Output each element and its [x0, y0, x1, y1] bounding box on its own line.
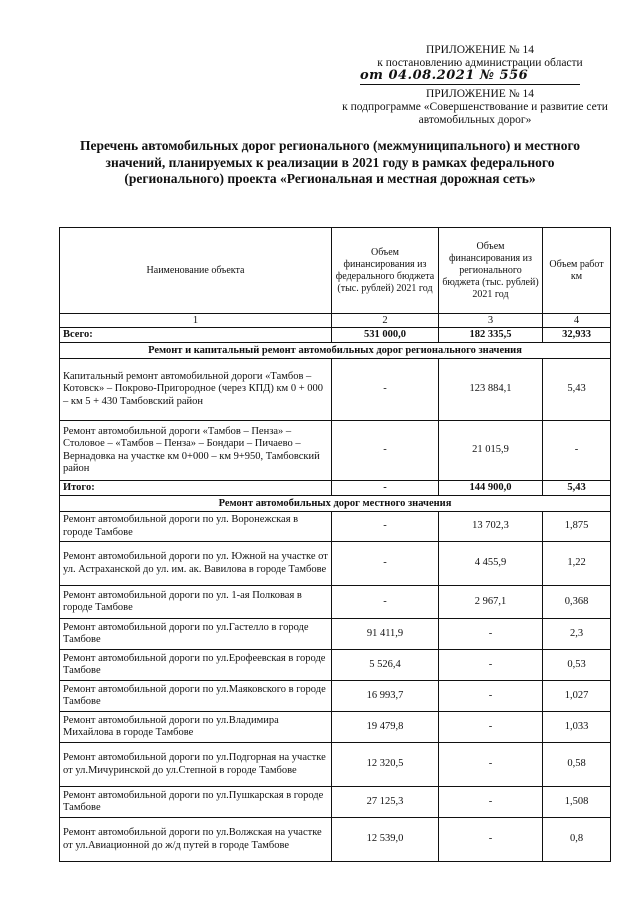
federal-value: 5 526,4 — [332, 650, 439, 681]
subprogram-reference: к подпрограмме «Совершенствование и развитие сети автомобильных дорог» — [342, 101, 608, 126]
regional-value: - — [439, 619, 543, 650]
table-row — [60, 712, 611, 743]
table-row — [60, 787, 611, 818]
total-label: Всего: — [60, 328, 332, 343]
object-name: Ремонт автомобильной дороги по ул.Владимира Михайлова в городе Тамбове — [60, 712, 332, 743]
column-header-name: Наименование объекта — [60, 228, 332, 314]
subtotal-km: 5,43 — [543, 481, 611, 496]
table-row — [60, 586, 611, 619]
table-row — [60, 421, 611, 481]
object-name: Ремонт автомобильной дороги по ул. Воронежская в городе Тамбове — [60, 512, 332, 542]
column-number: 2 — [332, 314, 439, 328]
object-name: Ремонт автомобильной дороги по ул.Маяковского в городе Тамбове — [60, 681, 332, 712]
table-header-row — [60, 228, 611, 314]
regional-value: - — [439, 818, 543, 862]
section-title: Ремонт автомобильных дорог местного значения — [60, 496, 611, 512]
subtotal-regional: 144 900,0 — [439, 481, 543, 496]
appendix-to: к постановлению администрации области — [377, 57, 583, 69]
regional-value: 123 884,1 — [439, 359, 543, 421]
km-value: 1,875 — [543, 512, 611, 542]
regional-value: - — [439, 787, 543, 818]
table-row — [60, 681, 611, 712]
object-name: Ремонт автомобильной дороги по ул.Пушкарская в городе Тамбове — [60, 787, 332, 818]
federal-value: 19 479,8 — [332, 712, 439, 743]
table-row — [60, 542, 611, 586]
object-name: Ремонт автомобильной дороги «Тамбов – Пенза» – Столовое – «Тамбов – Пенза» – Бондари – Пичаево – Вернадовка на участке км 0+000 – км 9+950, Тамбовский район — [60, 421, 332, 481]
federal-value: 16 993,7 — [332, 681, 439, 712]
federal-value: - — [332, 512, 439, 542]
column-header-federal: Объем финансирования из федерального бюджета (тыс. рублей) 2021 год — [332, 228, 439, 314]
section-title: Ремонт и капитальный ремонт автомобильных дорог регионального значения — [60, 343, 611, 359]
appendix-title: ПРИЛОЖЕНИЕ № 14 — [425, 44, 534, 56]
table-row — [60, 512, 611, 542]
km-value: 0,58 — [543, 743, 611, 787]
table-row — [60, 359, 611, 421]
total-federal: 531 000,0 — [332, 328, 439, 343]
federal-value: 12 320,5 — [332, 743, 439, 787]
column-number: 1 — [60, 314, 332, 328]
object-name: Ремонт автомобильной дороги по ул.Ерофеевская в городе Тамбове — [60, 650, 332, 681]
federal-value: - — [332, 359, 439, 421]
subtotal-label: Итого: — [60, 481, 332, 496]
km-value: - — [543, 421, 611, 481]
regional-value: - — [439, 743, 543, 787]
km-value: 0,368 — [543, 586, 611, 619]
table-row — [60, 818, 611, 862]
total-row — [60, 328, 611, 343]
km-value: 1,027 — [543, 681, 611, 712]
regional-value: - — [439, 681, 543, 712]
regional-value: 2 967,1 — [439, 586, 543, 619]
appendix-title-2: ПРИЛОЖЕНИЕ № 14 — [425, 88, 534, 100]
table-row — [60, 619, 611, 650]
federal-value: - — [332, 542, 439, 586]
table-row — [60, 650, 611, 681]
signature-line — [360, 84, 580, 85]
federal-value: - — [332, 421, 439, 481]
regional-value: 4 455,9 — [439, 542, 543, 586]
regional-value: 21 015,9 — [439, 421, 543, 481]
federal-value: 12 539,0 — [332, 818, 439, 862]
km-value: 2,3 — [543, 619, 611, 650]
object-name: Ремонт автомобильной дороги по ул.Гастелло в городе Тамбове — [60, 619, 332, 650]
column-number-row — [60, 314, 611, 328]
column-number: 3 — [439, 314, 543, 328]
km-value: 1,22 — [543, 542, 611, 586]
handwritten-signature: от 04.08.2021 № 556 — [360, 68, 529, 83]
object-name: Ремонт автомобильной дороги по ул.Волжская на участке от ул.Авиационной до ж/д путей в городе Тамбове — [60, 818, 332, 862]
object-name: Ремонт автомобильной дороги по ул. 1-ая Полковая в городе Тамбове — [60, 586, 332, 619]
km-value: 1,508 — [543, 787, 611, 818]
total-km: 32,933 — [543, 328, 611, 343]
object-name: Ремонт автомобильной дороги по ул. Южной на участке от ул. Астраханской до ул. им. ак. Вавилова в городе Тамбове — [60, 542, 332, 586]
federal-value: 27 125,3 — [332, 787, 439, 818]
federal-value: 91 411,9 — [332, 619, 439, 650]
object-name: Капитальный ремонт автомобильной дороги «Тамбов – Котовск» – Покрово-Пригородное (через КПД) км 0 + 000 – км 5 + 430 Тамбовский район — [60, 359, 332, 421]
regional-value: 13 702,3 — [439, 512, 543, 542]
km-value: 5,43 — [543, 359, 611, 421]
column-header-regional: Объем финансирования из регионального бюджета (тыс. рублей) 2021 год — [439, 228, 543, 314]
roads-table — [59, 227, 611, 862]
km-value: 1,033 — [543, 712, 611, 743]
regional-value: - — [439, 712, 543, 743]
subtotal-row — [60, 481, 611, 496]
table-row — [60, 743, 611, 787]
total-regional: 182 335,5 — [439, 328, 543, 343]
federal-value: - — [332, 586, 439, 619]
section-header-regional — [60, 343, 611, 359]
regional-value: - — [439, 650, 543, 681]
subtotal-federal: - — [332, 481, 439, 496]
document-title: Перечень автомобильных дорог регионального (межмуниципального) и местного значений, планируемых к реализации в 2021 году в рамках федерального (регионального) проекта «Региональная и местная дорожная сеть» — [79, 138, 580, 186]
column-number: 4 — [543, 314, 611, 328]
object-name: Ремонт автомобильной дороги по ул.Подгорная на участке от ул.Мичуринской до ул.Степной в городе Тамбове — [60, 743, 332, 787]
column-header-km: Объем работ км — [543, 228, 611, 314]
section-header-local — [60, 496, 611, 512]
km-value: 0,53 — [543, 650, 611, 681]
km-value: 0,8 — [543, 818, 611, 862]
